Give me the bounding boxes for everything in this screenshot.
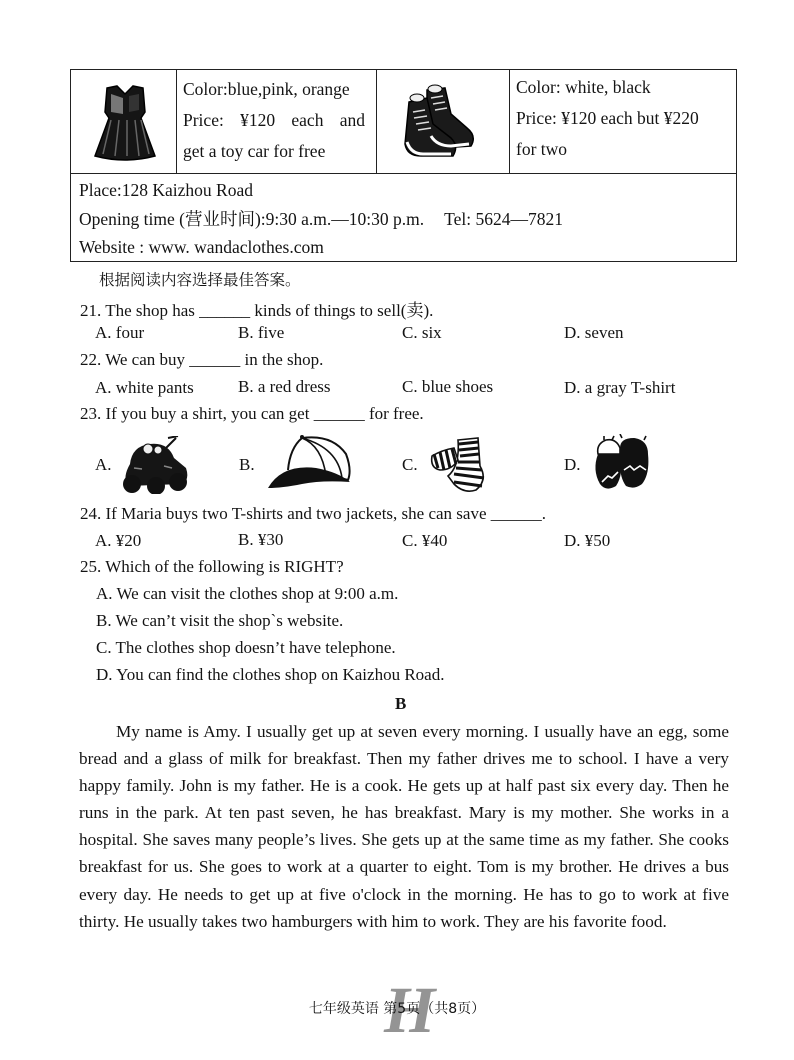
q21-option-d[interactable]: D. seven [564,323,624,342]
q25-option-b[interactable]: B. We can’t visit the shop`s website. [96,611,344,630]
q21-option-b[interactable]: B. five [238,323,285,342]
dress-icon [89,84,161,162]
dress-info [177,70,377,173]
question-25-stem: 25. Which of the following is RIGHT? [80,557,344,576]
watermark-letter: H [384,974,436,1047]
q24-option-a[interactable]: A. ¥20 [95,531,142,550]
q22-option-c[interactable]: C. blue shoes [402,377,494,396]
section-b-heading: B [395,694,407,713]
ad-shop-info [79,176,736,262]
q23-option-c[interactable]: C. [402,455,418,474]
question-23-stem: 23. If you buy a shirt, you can get ______ for free. [80,404,424,423]
sneakers-cell [377,70,510,173]
dress-offer: get a toy car for free [183,141,326,161]
q25-option-a[interactable]: A. We can visit the clothes shop at 9:00 a.m. [96,584,399,603]
sneakers-price: Price: ¥120 each but ¥220 [516,108,699,128]
footer-page-info: 七年级英语 第5页（共8页） [308,1001,486,1017]
shop-opening-time: Opening time (营业时间):9:30 a.m.—10:30 p.m. [79,208,425,229]
dress-cell [71,70,177,173]
shop-hours-line [79,205,736,234]
q22-option-b[interactable]: B. a red dress [238,377,331,396]
sneakers-offer: for two [516,139,568,159]
question-24-stem: 24. If Maria buys two T-shirts and two jackets, she can save ______. [80,504,546,523]
ad-products-row [71,70,736,174]
shop-ad-table [70,69,737,262]
sneakers-color: Color: white, black [516,77,651,97]
instruction-text: 根据阅读内容选择最佳答案。 [99,271,301,289]
q24-option-b[interactable]: B. ¥30 [238,530,284,549]
sneakers-info [510,70,736,173]
q21-option-a[interactable]: A. four [95,323,145,342]
question-21-stem: 21. The shop has ______ kinds of things to sell(卖). [80,301,434,320]
q24-option-c[interactable]: C. ¥40 [402,531,448,550]
q22-option-d[interactable]: D. a gray T-shirt [564,378,676,397]
q23-option-d[interactable]: D. [564,455,581,474]
socks-icon [428,436,494,494]
sneakers-icon [401,84,481,160]
dress-price: Price: ¥120 each and [183,110,365,130]
q22-option-a[interactable]: A. white pants [95,378,194,397]
shop-website: Website : www. wandaclothes.com [79,237,324,257]
q25-option-d[interactable]: D. You can find the clothes shop on Kaizhou Road. [96,665,445,684]
toy-car-icon [120,436,192,494]
dress-color: Color:blue,pink, orange [183,79,350,99]
mittens-icon [590,434,652,494]
shop-place: Place:128 Kaizhou Road [79,180,253,200]
q23-option-a[interactable]: A. [95,455,112,474]
shop-tel: Tel: 5624—7821 [444,208,563,229]
q21-option-c[interactable]: C. six [402,323,442,342]
q24-option-d[interactable]: D. ¥50 [564,531,611,550]
page-footer [0,998,794,1018]
reading-passage: My name is Amy. I usually get up at seven every morning. I usually have an egg, some bread and a glass of milk for breakfast. Then my father drives me to school. I have a very happy family. John is my father. He is a cook. He gets up at half past six every day. Then he runs in the park. At ten past seven, he has breakfast. Mary is my mother. She works in a hospital. She saves many people’s lives. She gets up at the same time as my father. She cooks breakfast for us. She goes to work at a quarter to eight. Tom is my brother. He drives a bus every day. He needs to get up at five o'clock in the morning. He has to go to work at five thirty. He usually takes two hamburgers with him to work. They are his favorite food. [79,722,729,931]
question-22-stem: 22. We can buy ______ in the shop. [80,350,324,369]
q23-option-b[interactable]: B. [239,455,255,474]
baseball-cap-icon [262,434,358,492]
q25-option-c[interactable]: C. The clothes shop doesn’t have telephone. [96,638,396,657]
